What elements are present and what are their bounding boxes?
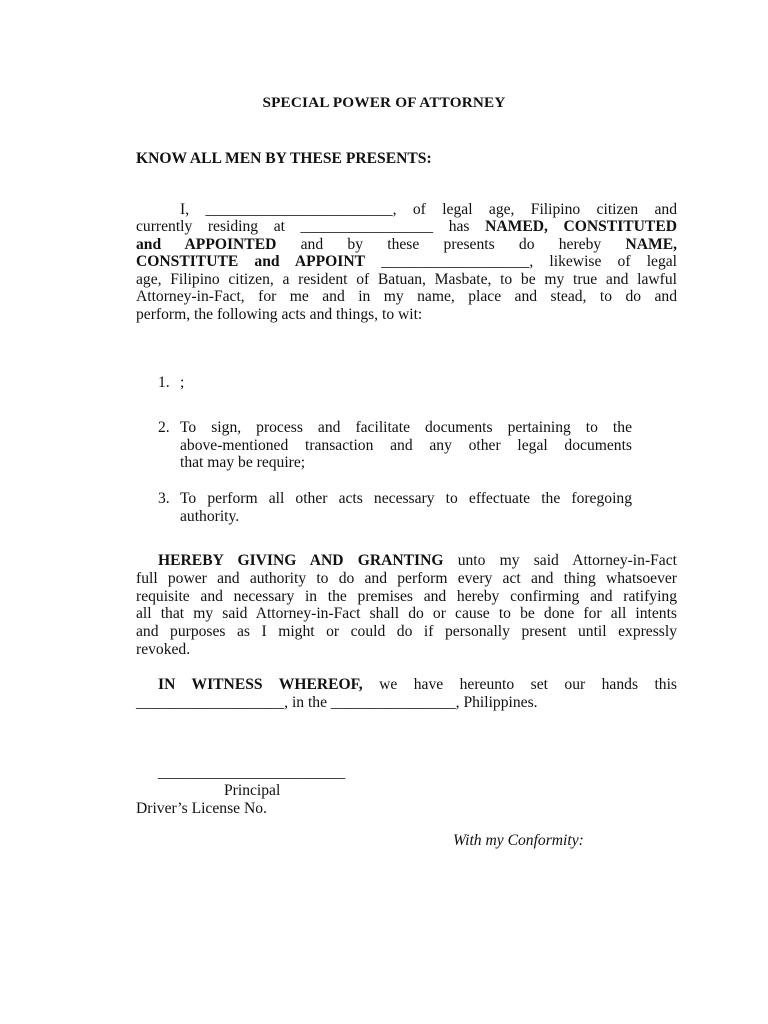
drivers-license-label: Driver’s License No. — [136, 800, 267, 817]
list-item-text: ; — [180, 374, 185, 391]
intro-line-4: CONSTITUTE and APPOINT ___________________, likewise of legal — [136, 253, 678, 270]
granting-line-4: all that my said Attorney-in-Fact shall do or cause to be done for all intents — [136, 605, 677, 622]
list-item-text: To sign, process and facilitate documents pertaining to the — [180, 419, 632, 436]
intro-line-7: perform, the following acts and things, to wit: — [136, 306, 423, 323]
list-item-text: authority. — [180, 508, 240, 525]
list-item-text: To perform all other acts necessary to effectuate the foregoing — [180, 490, 632, 507]
attorney-name-blank[interactable]: ___________________, — [381, 253, 534, 270]
granting-line-5: and purposes as I might or could do if personally present until expressly — [136, 623, 677, 640]
list-item-text: above-mentioned transaction and any other legal documents — [180, 437, 632, 454]
granting-line-6: revoked. — [136, 641, 191, 658]
granting-line-2: full power and authority to do and perform every act and thing whatsoever — [136, 570, 677, 587]
list-item-number: 2. — [158, 419, 170, 436]
principal-name-blank[interactable]: ________________________, — [205, 201, 397, 218]
principal-label: Principal — [224, 782, 281, 799]
list-item-text: that may be require; — [180, 454, 306, 471]
conformity-label: With my Conformity: — [453, 832, 584, 849]
intro-line-6: Attorney-in-Fact, for me and in my name, place and stead, to do and — [136, 288, 677, 305]
witness-line-2: ___________________, in the ________________, Philippines. — [136, 694, 538, 711]
residence-blank[interactable]: _________________ — [300, 218, 434, 235]
granting-line-3: requisite and necessary in the premises and hereby confirming and ratifying — [136, 588, 677, 605]
witness-line-1: IN WITNESS WHEREOF, we have hereunto set our hands this — [158, 676, 677, 693]
document-title: SPECIAL POWER OF ATTORNEY — [262, 94, 506, 111]
list-item-number: 3. — [158, 490, 170, 507]
intro-line-2: currently residing at _________________ has NAMED, CONSTITUTED — [136, 218, 677, 235]
intro-line-3: and APPOINTED and by these presents do hereby NAME, — [136, 236, 677, 253]
opening-heading: KNOW ALL MEN BY THESE PRESENTS: — [136, 150, 432, 167]
intro-line-1: I, ________________________, of legal age, Filipino citizen and — [180, 201, 677, 218]
intro-line-5: age, Filipino citizen, a resident of Batuan, Masbate, to be my true and lawful — [136, 271, 677, 288]
signature-line[interactable]: ________________________ — [158, 764, 346, 781]
list-item-number: 1. — [158, 374, 170, 391]
granting-line-1: HEREBY GIVING AND GRANTING unto my said Attorney-in-Fact — [158, 552, 677, 569]
